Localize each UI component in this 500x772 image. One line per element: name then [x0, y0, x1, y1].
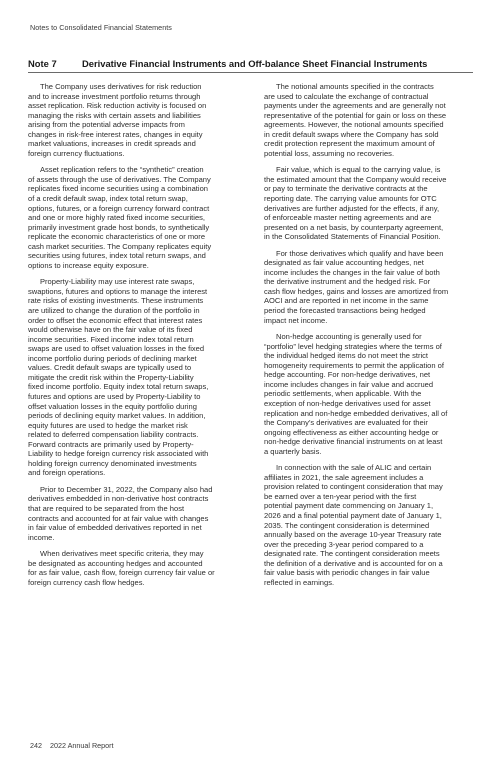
text-line: be earned over a ten-year period with the first — [264, 491, 417, 501]
text-line: values. Credit default swaps are typically used to — [28, 363, 192, 373]
text-line: hedge accounting. For non-hedge derivatives, net — [264, 370, 431, 380]
text-line: payments under the agreements and are generally not — [264, 101, 446, 111]
text-line: swaptions, futures and options to manage the interest — [28, 286, 208, 296]
paragraph — [264, 463, 473, 587]
left-column — [28, 82, 237, 594]
text-line: homogeneity requirements to permit the application of — [264, 360, 444, 370]
text-line: ongoing effectiveness as either accounting hedge or — [264, 427, 439, 437]
text-line: asset replication. Risk reduction activity is focused on — [28, 101, 207, 111]
text-line: arising from the potential adverse impacts from — [28, 120, 185, 130]
report-title: 2022 Annual Report — [50, 741, 114, 750]
text-line: replication and non-hedge embedded derivatives, all of — [264, 408, 448, 418]
paragraph — [28, 485, 237, 542]
text-line: equity futures are used to hedge the market risk — [28, 420, 188, 430]
text-line: options, futures, or a foreign currency forward contract — [28, 203, 210, 213]
text-line: Property-Liability may use interest rate swaps, — [40, 277, 195, 287]
text-line: related to deferred compensation liability contracts. — [28, 430, 199, 440]
text-line: fixed income portfolio. Equity index total return swaps, — [28, 382, 209, 392]
page-footer — [30, 741, 114, 750]
text-line: income includes the changes in the fair value of both — [264, 267, 440, 277]
text-line: income. — [28, 532, 55, 542]
text-line: When derivatives meet specific criteria, they may — [40, 549, 204, 559]
paragraph — [264, 249, 473, 325]
text-line: provision related to contingent consideration that may — [264, 482, 443, 492]
text-line: agreements. However, the notional amounts specified — [264, 120, 444, 130]
text-line: cash flow hedges, gains and losses are amortized from — [264, 286, 449, 296]
text-line: the Company’s derivatives are evaluated for their — [264, 418, 428, 428]
paragraph — [28, 82, 237, 158]
text-line: mitigate the credit risk within the Property-Liability — [28, 372, 194, 382]
text-line: credit protection represent the maximum amount of — [264, 139, 435, 149]
text-line: exception of non-hedge derivatives used for asset — [264, 398, 431, 408]
text-line: or pay to terminate the derivative contracts at the — [264, 184, 428, 194]
text-line: of a credit default swap, index total return swap, — [28, 194, 188, 204]
text-line: replicates fixed income securities using a combination — [28, 184, 208, 194]
text-line: annually based on the average 10-year Treasury rate — [264, 530, 442, 540]
text-line: The notional amounts specified in the contracts — [276, 82, 434, 91]
text-line: foreign currency cash flow hedges. — [28, 577, 145, 587]
text-line: derivatives are further adjusted for the effects, if any, — [264, 203, 440, 213]
text-line: period the forecasted transactions being hedged — [264, 306, 426, 316]
text-line: and foreign operations. — [28, 468, 106, 478]
text-line: are utilized to change the duration of the portfolio in — [28, 306, 200, 316]
paragraph — [28, 165, 237, 270]
text-line: impact net income. — [264, 315, 328, 325]
text-line: 2026 and a final potential payment date of January 1, — [264, 510, 442, 520]
text-line: are used to calculate the exchange of contractual — [264, 91, 429, 101]
text-line: 2035. The contingent consideration is determined — [264, 520, 430, 530]
text-line: holding foreign currency denominated investments — [28, 458, 197, 468]
text-line: in fair value of embedded derivatives reported in net — [28, 523, 202, 533]
text-line: replicate the economic characteristics of one or more — [28, 232, 206, 242]
text-line: “portfolio” level hedging strategies where the terms of — [264, 341, 442, 351]
text-line: reflected in earnings. — [264, 577, 335, 587]
text-line: contracts and accounted for at fair value with changes — [28, 513, 209, 523]
text-line: representative of the potential for gain or loss on these — [264, 110, 447, 120]
text-line: offset valuation losses in the equity portfolio during — [28, 401, 197, 411]
text-line: managing the risks with certain assets and liabilities — [28, 110, 201, 120]
text-line: a quarterly basis. — [264, 446, 322, 456]
paragraph — [264, 82, 473, 158]
text-line: Non-hedge accounting is generally used for — [276, 332, 422, 342]
text-line: order to offset the economic effect that interest rates — [28, 315, 203, 325]
text-line: the derivative instrument and the hedged risk. For — [264, 277, 431, 287]
text-line: derivatives embedded in non-derivative host contracts — [28, 494, 209, 504]
text-line: Liability to hedge foreign currency risk associated with — [28, 449, 209, 459]
text-line: that are required to be separated from the host — [28, 503, 185, 513]
paragraph — [264, 332, 473, 456]
text-line: market valuations, increases in credit spreads and — [28, 139, 196, 149]
text-line: primarily investment grade host bonds, to synthetically — [28, 222, 210, 232]
text-line: foreign currency fluctuations. — [28, 148, 125, 158]
text-line: rate risks of existing investments. These instruments — [28, 296, 204, 306]
note-title: Derivative Financial Instruments and Off-balance Sheet Financial Instruments — [82, 58, 428, 69]
text-line: Forward contracts are primarily used by Property- — [28, 439, 194, 449]
text-line: futures and options are used by Property-Liability to — [28, 391, 201, 401]
text-line: non-hedge derivative financial instruments on at least — [264, 437, 443, 447]
text-line: the estimated amount that the Company would receive — [264, 174, 447, 184]
text-line: the definition of a derivative and is accounted for on a — [264, 558, 443, 568]
text-line: in credit default swaps where the Company has sold — [264, 129, 439, 139]
page-number: 242 — [30, 741, 42, 750]
text-line: reporting date. The carrying value amounts for OTC — [264, 194, 437, 204]
paragraph — [264, 165, 473, 241]
text-line: Prior to December 31, 2022, the Company also had — [40, 484, 213, 494]
text-line: be designated as accounting hedges and accounted — [28, 558, 203, 568]
text-line: options to increase equity exposure. — [28, 260, 149, 270]
paragraph — [28, 277, 237, 477]
text-line: for as fair value, cash flow, foreign currency fair value or — [28, 568, 215, 578]
text-line: income securities. Fixed income index total return — [28, 334, 194, 344]
text-line: over the preceding 3-year period compared to a — [264, 539, 424, 549]
text-line: income includes changes in fair value and accrued — [264, 379, 434, 389]
text-line: Asset replication refers to the “synthetic” creation — [40, 165, 204, 175]
text-line: of enforceable master netting agreements and are — [264, 213, 432, 223]
text-line: designated as fair value accounting hedges, net — [264, 258, 424, 268]
paragraph — [28, 549, 237, 587]
text-line: and to increase investment portfolio returns through — [28, 91, 201, 101]
text-line: potential loss, assuming no recoveries. — [264, 148, 395, 158]
text-line: AOCI and are reported in net income in the same — [264, 296, 429, 306]
note-header — [28, 58, 473, 69]
text-line: In connection with the sale of ALIC and certain — [276, 463, 432, 473]
text-line: changes in risk-free interest rates, changes in equity — [28, 129, 203, 139]
header-rule — [28, 72, 473, 73]
text-line: affiliates in 2021, the sale agreement includes a — [264, 472, 424, 482]
text-line: presented on a net basis, by counterparty agreement, — [264, 222, 444, 232]
text-line: cash market securities. The Company replicates equity — [28, 241, 212, 251]
text-line: fair value basis with periodic changes in fair value — [264, 568, 430, 578]
text-line: swaps are used to offset valuation losses in the fixed — [28, 344, 205, 354]
text-line: in the Consolidated Statements of Financial Position. — [264, 232, 441, 242]
text-line: periodic settlements, when applicable. With the — [264, 389, 422, 399]
right-column — [264, 82, 473, 594]
text-line: of assets through the use of derivatives. The Company — [28, 174, 211, 184]
text-line: periods of declining equity market values. In addition, — [28, 411, 206, 421]
text-line: For those derivatives which qualify and have been — [276, 248, 444, 258]
text-line: Fair value, which is equal to the carrying value, is — [276, 165, 441, 175]
text-line: income portfolio during periods of declining market — [28, 353, 197, 363]
text-line: The Company uses derivatives for risk reduction — [40, 82, 202, 91]
text-line: and one or more highly rated fixed income securities, — [28, 213, 206, 223]
text-line: designated rate. The contingent consideration meets — [264, 549, 440, 559]
text-line: securities using futures, index total return swaps, and — [28, 251, 206, 261]
text-line: potential payment date commencing on January 1, — [264, 501, 434, 511]
text-line: would otherwise have on the fair value of its fixed — [28, 325, 193, 335]
text-line: the individual hedged items do not meet the strict — [264, 351, 429, 361]
running-head: Notes to Consolidated Financial Statements — [30, 23, 172, 32]
note-number: Note 7 — [28, 58, 57, 69]
